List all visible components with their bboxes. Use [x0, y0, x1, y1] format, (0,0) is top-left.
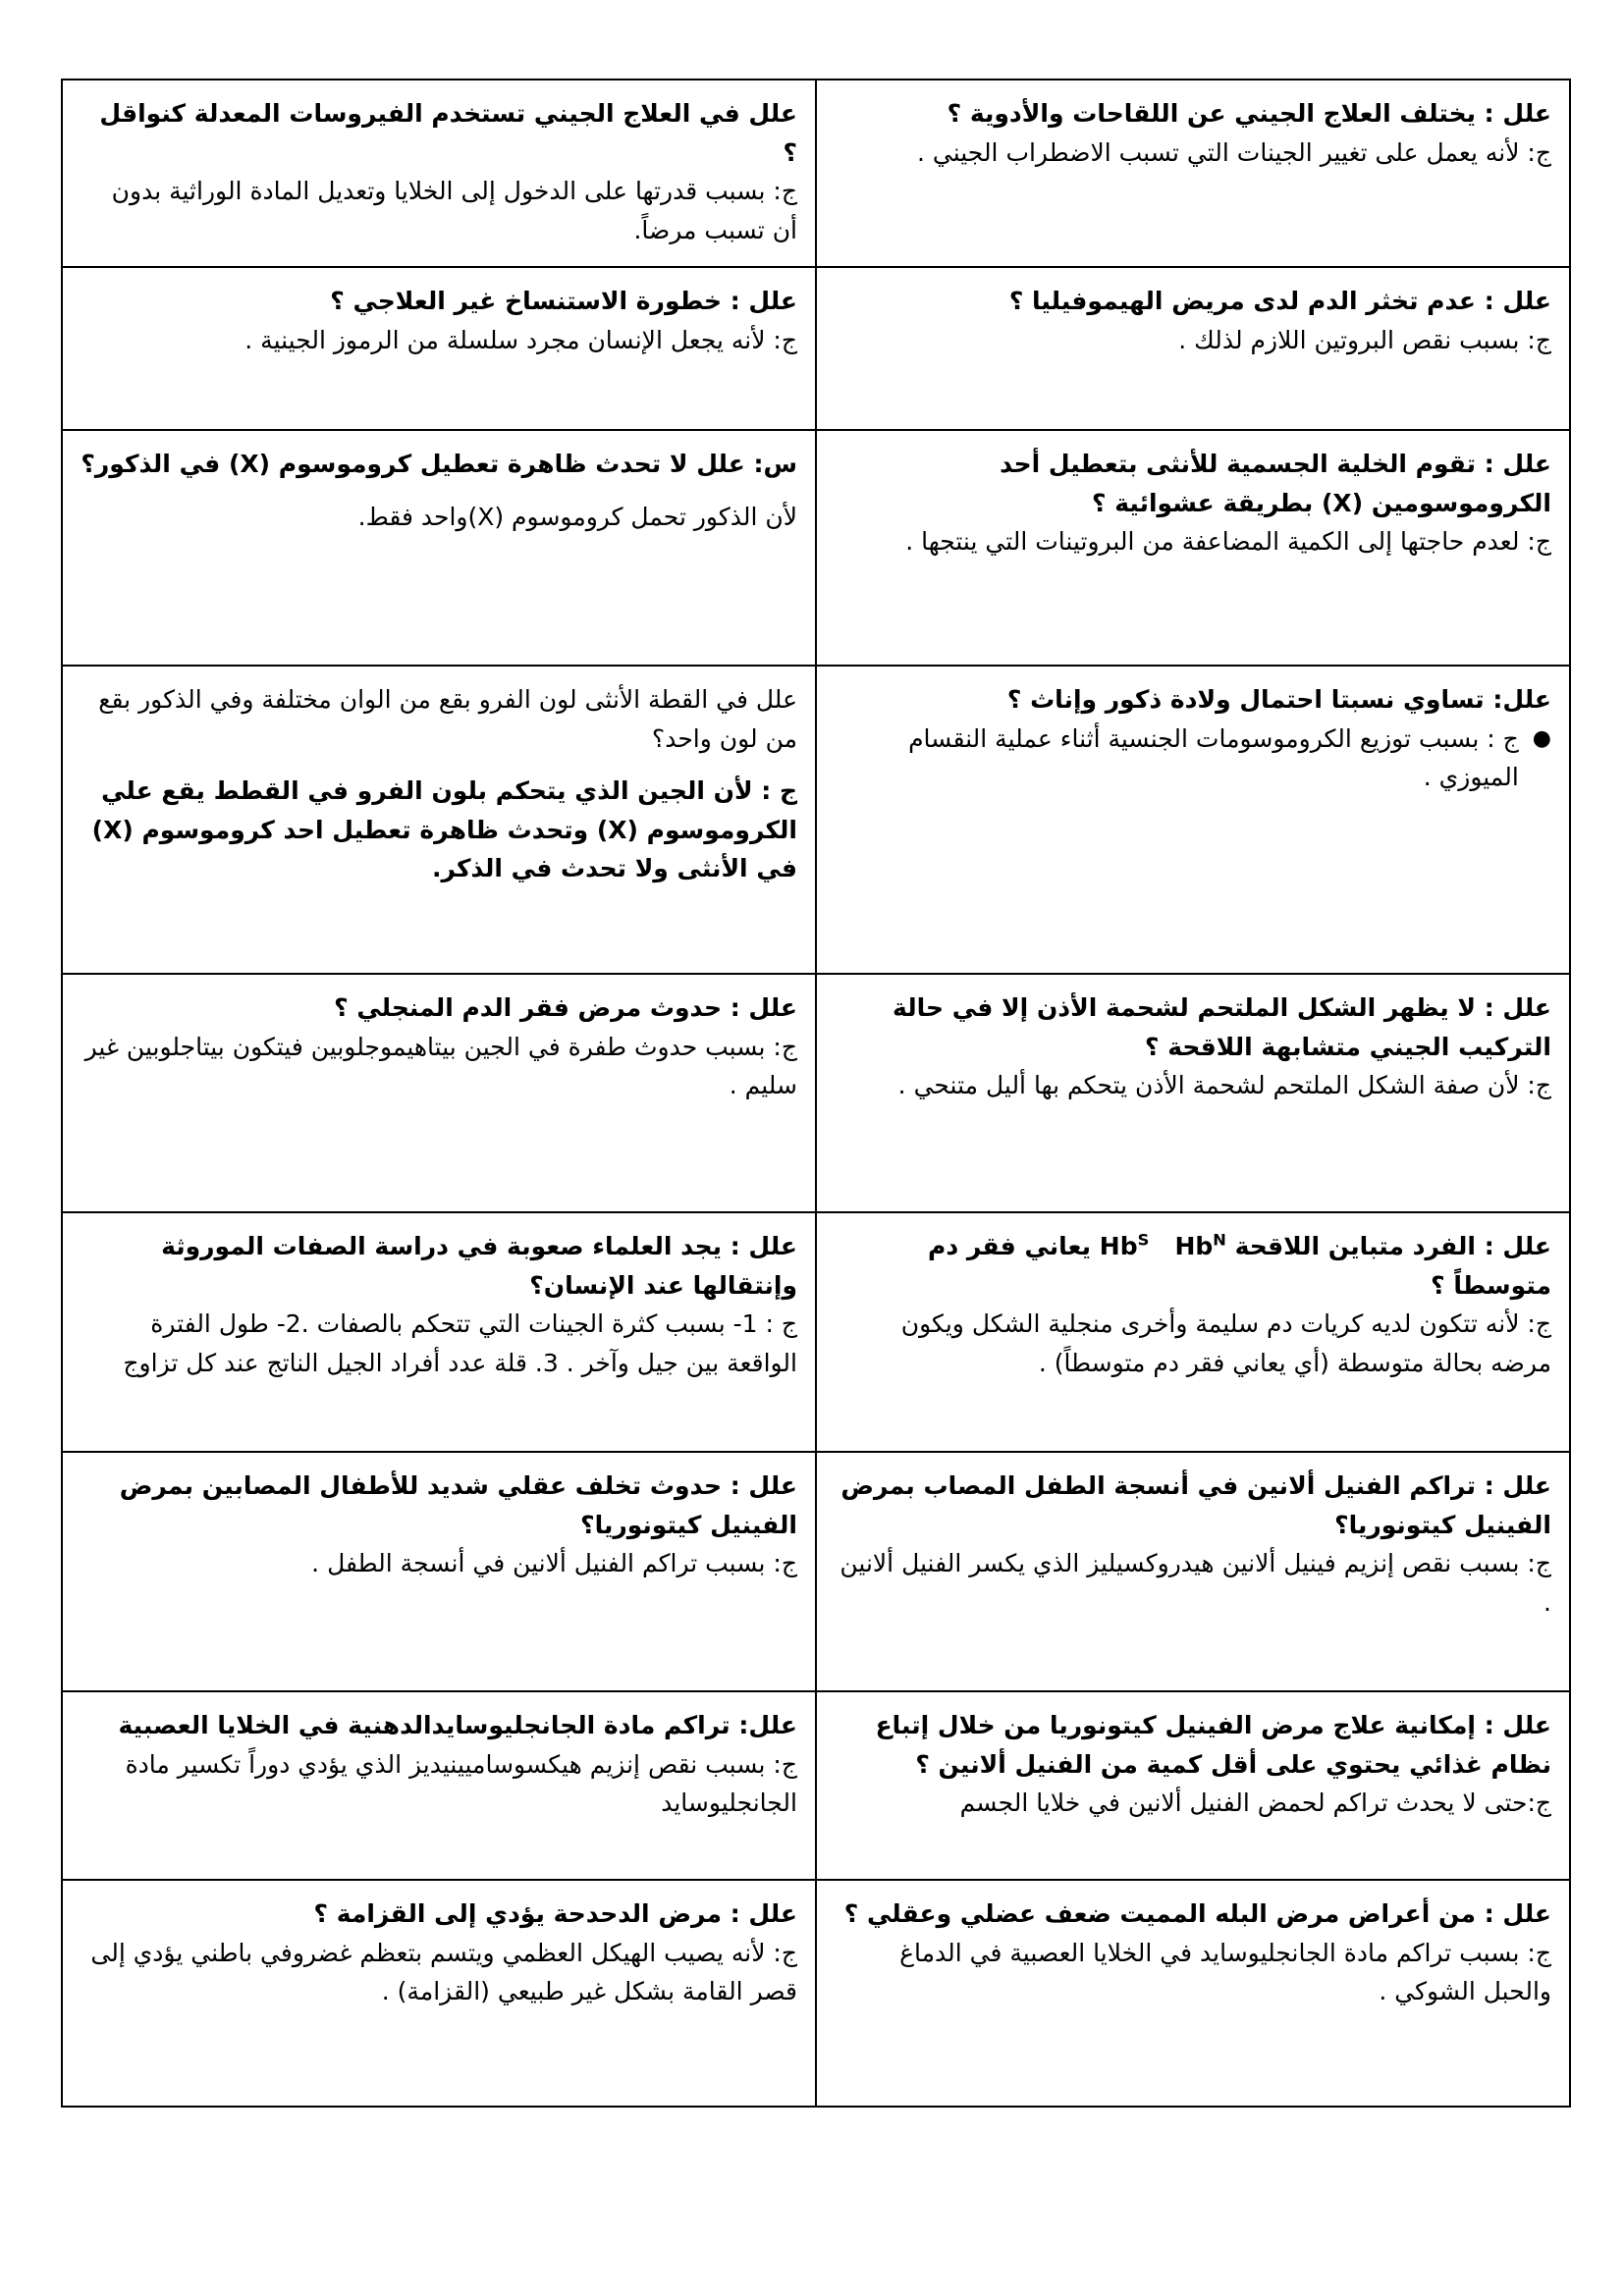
table-row — [63, 1212, 1569, 1452]
question-text — [835, 1227, 1551, 1305]
qa-table — [63, 80, 1569, 2106]
genotype-label — [1100, 1232, 1226, 1260]
allele-base: Hb — [1174, 1232, 1214, 1260]
question-cell-right — [816, 1452, 1569, 1691]
question-cell-right — [816, 430, 1569, 666]
table-row — [63, 666, 1569, 974]
question-suffix: يعاني فقر دم متوسطاً ؟ — [928, 1232, 1551, 1300]
allele-superscript: N — [1213, 1230, 1226, 1250]
question-cell-left — [63, 1880, 816, 2106]
answer-text: ج: بسبب حدوث طفرة في الجين بيتاهيموجلوبين فيتكون بيتاجلوبين غير سليم . — [84, 1032, 797, 1099]
question-text: س: علل لا تحدث ظاهرة تعطيل كروموسوم (X) في الذكور؟ — [81, 450, 797, 478]
question-cell-right — [816, 1691, 1569, 1880]
qa-worksheet — [61, 79, 1571, 2108]
question-text: علل في العلاج الجيني تستخدم الفيروسات المعدلة كنواقل ؟ — [99, 99, 797, 167]
table-row — [63, 80, 1569, 267]
table-row — [63, 1691, 1569, 1880]
question-cell-left — [63, 974, 816, 1212]
question-text: علل : إمكانية علاج مرض الفينيل كيتونوريا من خلال إتباع نظام غذائي يحتوي على أقل كمية من الفنيل ألانين ؟ — [875, 1711, 1551, 1779]
answer-text: ج: بسبب قدرتها على الدخول إلى الخلايا وتعديل المادة الوراثية بدون أن تسبب مرضاً. — [111, 177, 797, 244]
question-text: علل : خطورة الاستنساخ غير العلاجي ؟ — [330, 287, 797, 315]
question-cell-left — [63, 1212, 816, 1452]
question-text: علل في القطة الأنثى لون الفرو بقع من الوان مختلفة وفي الذكور بقع من لون واحد؟ — [98, 685, 797, 753]
table-row — [63, 267, 1569, 430]
question-text: علل : حدوث مرض فقر الدم المنجلي ؟ — [334, 993, 797, 1022]
question-cell-right — [816, 1212, 1569, 1452]
question-text: علل : يختلف العلاج الجيني عن اللقاحات والأدوية ؟ — [947, 99, 1551, 128]
question-cell-right — [816, 1880, 1569, 2106]
allele-superscript: S — [1137, 1230, 1150, 1250]
answer-text: ج: لأنه يجعل الإنسان مجرد سلسلة من الرموز الجينية . — [244, 325, 797, 354]
question-cell-left — [63, 666, 816, 974]
question-cell-left — [63, 1452, 816, 1691]
table-row — [63, 430, 1569, 666]
answer-text: ج : 1- بسبب كثرة الجينات التي تتحكم بالصفات .2- طول الفترة الواقعة بين جيل وآخر . 3. قلة عدد أفراد الجيل الناتج عند كل تزاوج — [123, 1309, 797, 1377]
table-row — [63, 1880, 1569, 2106]
answer-text: ج: بسبب نقص إنزيم هيكسوساميينيديز الذي يؤدي دوراً تكسير مادة الجانجليوسايد — [125, 1749, 797, 1817]
question-cell-left — [63, 1691, 816, 1880]
answer-text: ج: بسبب تراكم الفنيل ألانين في أنسجة الطفل . — [311, 1549, 797, 1577]
question-text: علل: تساوي نسبتا احتمال ولادة ذكور وإناث ؟ — [1006, 685, 1551, 714]
answer-text: ج: لأنه يعمل على تغيير الجينات التي تسبب الاضطراب الجيني . — [916, 137, 1551, 167]
table-row — [63, 974, 1569, 1212]
answer-text: ج : لأن الجين الذي يتحكم بلون الفرو في القطط يقع علي الكروموسوم (X) وتحدث ظاهرة تعطيل احد كروموسوم (X) في الأنثى ولا تحدث في الذكر. — [91, 776, 797, 882]
question-cell-left — [63, 430, 816, 666]
question-text: علل: تراكم مادة الجانجليوسايدالدهنية في الخلايا العصبية — [118, 1711, 797, 1739]
question-cell-right — [816, 974, 1569, 1212]
answer-text: ج: لأنه يصيب الهيكل العظمي ويتسم بتعظم غضروفي باطني يؤدي إلى قصر القامة بشكل غير طبيعي (القزامة) . — [90, 1938, 797, 2005]
allele-base: Hb — [1099, 1232, 1138, 1260]
question-prefix: علل : الفرد متباين اللاقحة — [1234, 1232, 1551, 1260]
answer-text: ج: لأن صفة الشكل الملتحم لشحمة الأذن يتحكم بها أليل متنحي . — [897, 1071, 1551, 1099]
question-text: علل : من أعراض مرض البله المميت ضعف عضلي وعقلي ؟ — [843, 1899, 1551, 1928]
answer-text: ج: بسبب نقص البروتين اللازم لذلك . — [1178, 325, 1551, 354]
question-text: علل : مرض الدحدحة يؤدي إلى القزامة ؟ — [313, 1899, 797, 1928]
bullet-list-item — [835, 720, 1551, 797]
question-text: علل : يجد العلماء صعوبة في دراسة الصفات الموروثة وإنتقالها عند الإنسان؟ — [161, 1232, 797, 1300]
question-text: علل : حدوث تخلف عقلي شديد للأطفال المصابين بمرض الفينيل كيتونوريا؟ — [119, 1471, 797, 1539]
question-text: علل : تراكم الفنيل ألانين في أنسجة الطفل المصاب بمرض الفينيل كيتونوريا؟ — [840, 1471, 1551, 1539]
question-cell-left — [63, 267, 816, 430]
bullet-icon: ● — [1532, 725, 1551, 751]
answer-text: ج: لعدم حاجتها إلى الكمية المضاعفة من البروتينات التي ينتجها . — [905, 527, 1551, 556]
answer-text: ج : بسبب توزيع الكروموسومات الجنسية أثناء عملية النقسام الميوزي . — [908, 723, 1519, 791]
question-text: علل : تقوم الخلية الجسمية للأنثى بتعطيل أحد الكروموسومين (X) بطريقة عشوائية ؟ — [1000, 450, 1551, 517]
answer-text: ج: بسبب تراكم مادة الجانجليوسايد في الخلايا العصبية في الدماغ والحبل الشوكي . — [899, 1938, 1551, 2005]
question-text: علل : عدم تخثر الدم لدى مريض الهيموفيليا ؟ — [1008, 287, 1551, 315]
question-cell-right — [816, 80, 1569, 267]
answer-text: ج: لأنه تتكون لديه كريات دم سليمة وأخرى منجلية الشكل ويكون مرضه بحالة متوسطة (أي يعاني فقر دم متوسطاً) . — [900, 1309, 1551, 1377]
question-cell-right — [816, 666, 1569, 974]
table-row — [63, 1452, 1569, 1691]
answer-text: ج: بسبب نقص إنزيم فينيل ألانين هيدروكسيليز الذي يكسر الفنيل ألانين . — [839, 1549, 1551, 1617]
question-text: علل : لا يظهر الشكل الملتحم لشحمة الأذن إلا في حالة التركيب الجيني متشابهة اللاقحة ؟ — [893, 993, 1551, 1061]
question-cell-right — [816, 267, 1569, 430]
answer-text: ج:حتى لا يحدث تراكم لحمض الفنيل ألانين في خلايا الجسم — [959, 1789, 1551, 1817]
answer-text: لأن الذكور تحمل كروموسوم (X)واحد فقط. — [357, 502, 797, 531]
question-cell-left — [63, 80, 816, 267]
